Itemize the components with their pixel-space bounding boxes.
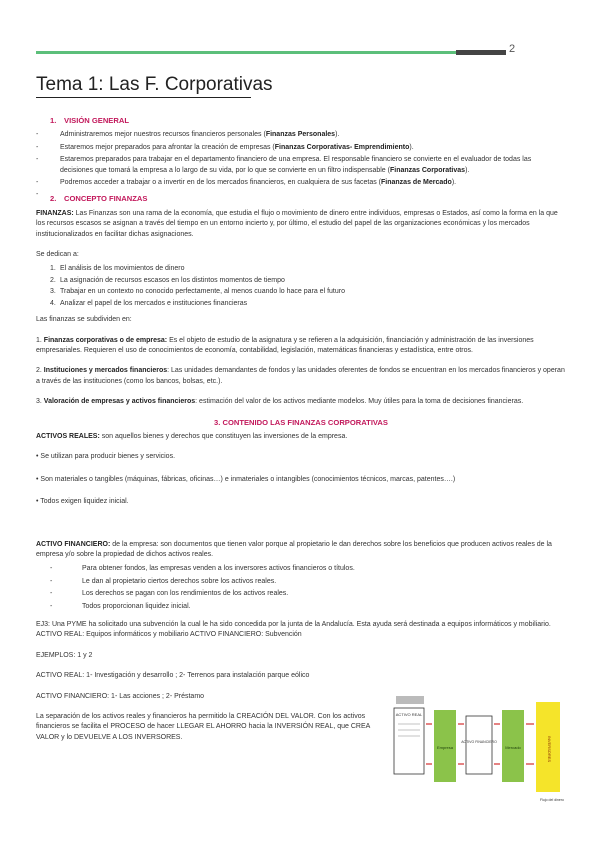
list-item: 3. Trabajar en un contexto no conocido perfectamente, al menos cuando lo hace para el futuro [50, 288, 345, 296]
list-item: - Estaremos preparados para trabajar en el departamento financiero de una empresa. El responsable financiero se convierte en el evaluador de todas las decisiones que tomará la empresa a lo largo de su vida, por lo que se convierte en un filtro indispensable (Finanzas Corporativas). [36, 155, 566, 176]
page-title: Tema 1: Las F. Corporativas [36, 74, 273, 95]
list-item: - Todos proporcionan liquidez inicial. [36, 602, 566, 612]
finanzas-definition: FINANZAS: Las Finanzas son una rama de la economía, que estudia el flujo o movimiento de dinero entre individuos, empresas o Estados, así como la forma en la que los recursos escasos se asignan a través del tiempo en un entorno incierto y, por último, el estudio del papel de las organizaciones económicas y los mercados institucionalizados en facilitar dichas asignaciones. [36, 209, 558, 238]
value-flow-diagram [390, 694, 566, 806]
separacion-text: La separación de los activos reales y financieros ha permitido la CREACIÓN DEL VALOR. Con los activos financieros se facilita el PROCESO de hacer LLEGAR EL AHORRO hacia la INVERSIÓN REAL, que CREA VALOR y lo DEVUELVE A LOS INVERSORES. [36, 713, 370, 741]
diagram-label-empresa: Empresa [436, 745, 454, 750]
document-body [36, 110, 566, 753]
diagram-label-mercado: Mercado [505, 745, 521, 750]
reales-bullet: • Son materiales o tangibles (máquinas, fábricas, oficinas…) e inmateriales o intangibles (conocimientos técnicos, marcas, patentes….) [36, 475, 456, 483]
sub-2: 2. Instituciones y mercados financieros: Las unidades demandantes de fondos y las unidades oferentes de fondos se encuentran en los mercados financieros y operan a través de las instituciones (como los bancos, bolsas, etc.). [36, 367, 565, 385]
dedican-list [36, 264, 566, 309]
list-item: 2. La asignación de recursos escasos en los distintos momentos de tiempo [50, 276, 285, 284]
ej-real: ACTIVO REAL: 1- Investigación y desarrollo ; 2- Terrenos para instalación parque eólico [36, 672, 310, 680]
section-3-heading: 3. CONTENIDO LAS FINANZAS CORPORATIVAS [214, 417, 388, 427]
diagram-label-fin: ACTIVO FINANCIERO [461, 740, 497, 744]
diagram-top-blob [396, 696, 424, 704]
list-item: - Los derechos se pagan con los rendimientos de los activos reales. [36, 589, 566, 599]
list-item: - Le dan al propietario ciertos derechos sobre los activos reales. [36, 577, 566, 587]
page-number: 2 [509, 43, 516, 55]
reales-bullet: • Todos exigen liquidez inicial. [36, 498, 129, 506]
list-item: - Para obtener fondos, las empresas venden a los inversores activos financieros o títulos. [36, 564, 566, 574]
diagram-caption: Flujo del dinero [540, 798, 564, 802]
ejemplos-heading: EJEMPLOS: 1 y 2 [36, 651, 93, 659]
activos-reales-def: ACTIVOS REALES: son aquellos bienes y derechos que constituyen las inversiones de la empresa. [36, 432, 348, 440]
reales-bullet: • Se utilizan para producir bienes y servicios. [36, 453, 176, 461]
sub-3: 3. Valoración de empresas y activos financieros: estimación del valor de los activos mediante modelos. Muy útiles para la toma de decisiones financieras. [36, 398, 524, 406]
ej3-text: EJ3: Una PYME ha solicitado una subvención la cual le ha sido concedida por la junta de la Andalucía. Esta ayuda será destinada a equipos informáticos y mobiliario. ACTIVO REAL: Equipos informáticos y mobiliario ACTIVO FINANCIERO: Subvención [36, 621, 551, 639]
activo-financiero-def: ACTIVO FINANCIERO: de la empresa: son documentos que tienen valor porque al propietario le dan derechos sobre los beneficios que producen activos reales de la empresa y/o sobre la propiedad de dichos activos reales. [36, 540, 552, 558]
section-1-heading: 1. VISIÓN GENERAL [50, 116, 129, 125]
list-item: - Administraremos mejor nuestros recursos financieros personales (Finanzas Personales). [36, 130, 566, 140]
financiero-list [36, 564, 566, 612]
header-rule [36, 51, 506, 54]
sub-1: 1. Finanzas corporativas o de empresa: Es el objeto de estudio de la asignatura y se refieren a la adquisición, financiación y administración de las inversiones empresariales. Requieren el uso de conocimientos de economía, contabilidad, legislación, matemáticas financieras y estadística, entre otros. [36, 336, 534, 354]
diagram-label-inversores: INVERSORES [547, 735, 552, 763]
ej-fin: ACTIVO FINANCIERO: 1- Las acciones ; 2- Préstamo [36, 692, 205, 700]
title-underline [36, 97, 251, 98]
list-item: - Estaremos mejor preparados para afrontar la creación de empresas (Finanzas Corporativas- Emprendimiento). [36, 143, 566, 153]
list-item: 1. El análisis de los movimientos de dinero [50, 265, 185, 273]
subdividen-intro: Las finanzas se subdividen en: [36, 316, 132, 324]
section-2-heading: 2. CONCEPTO FINANZAS [50, 194, 148, 204]
list-item: 4. Analizar el papel de los mercados e instituciones financieras [50, 299, 248, 307]
list-item: - Podremos acceder a trabajar o a invertir en de los mercados financieros, en cualquiera de sus facetas (Finanzas de Mercado). [36, 178, 566, 188]
dedican-intro: Se dedican a: [36, 251, 79, 259]
vision-list [36, 130, 566, 188]
diagram-label-real: ACTIVO REAL [395, 712, 423, 717]
